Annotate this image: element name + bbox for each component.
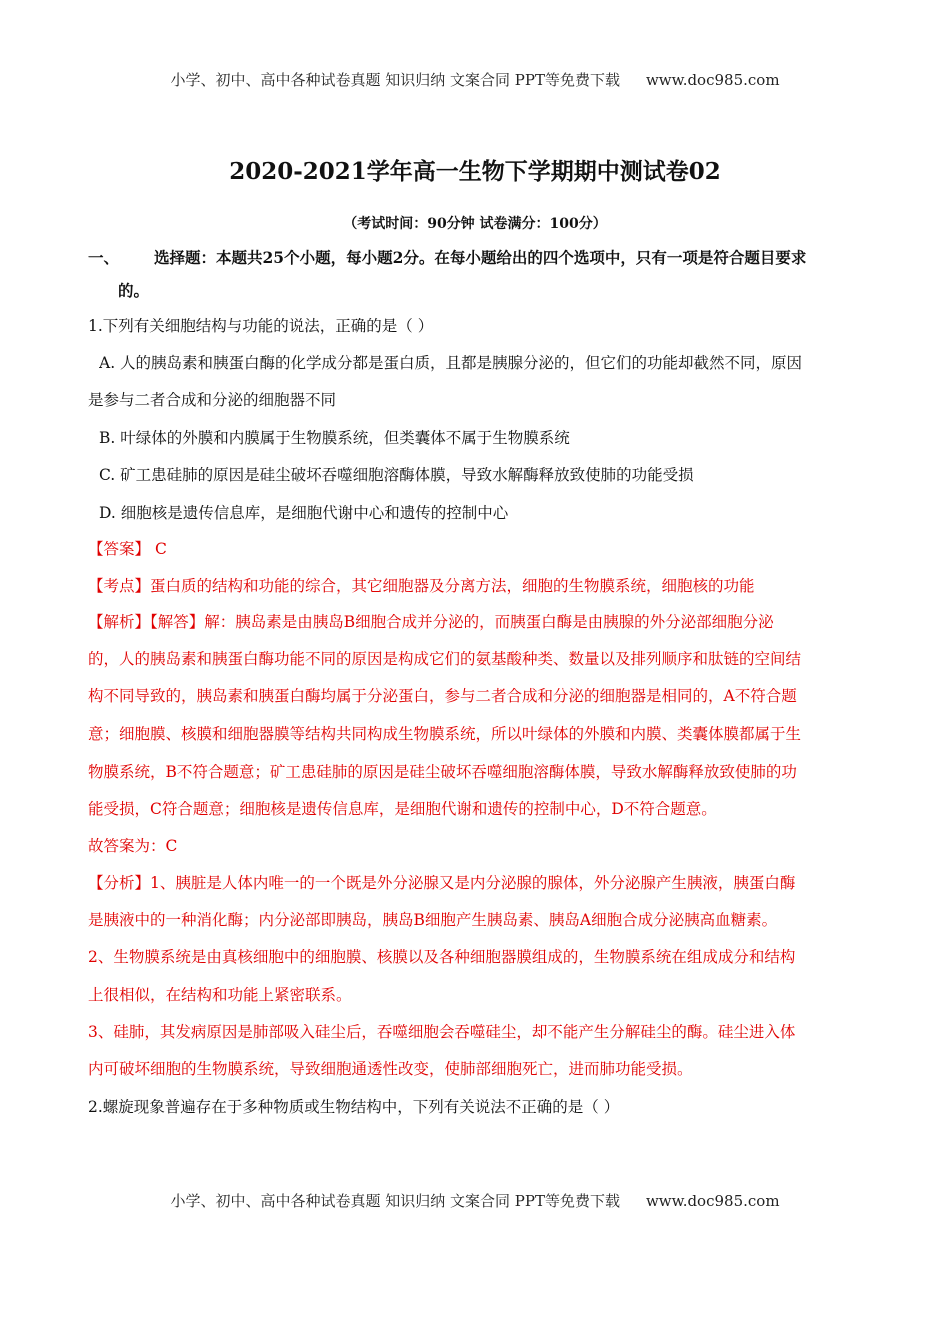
section-line-2: 的。: [118, 281, 150, 300]
section-number: 一、: [88, 248, 120, 267]
q1-option-c: C. 矿工患硅肺的原因是硅尘破坏吞噬细胞溶酶体膜，导致水解酶释放致使肺的功能受损: [99, 466, 694, 484]
q1-fenxi-line-6: 内可破坏细胞的生物膜系统，导致细胞通透性改变，使肺部细胞死亡，进而肺功能受损。: [88, 1060, 693, 1078]
q1-fenxi-line-5: 3、硅肺，其发病原因是肺部吸入硅尘后，吞噬细胞会吞噬硅尘，却不能产生分解硅尘的酶。硅尘进入体: [88, 1023, 796, 1041]
q2-stem: 2.螺旋现象普遍存在于多种物质或生物结构中，下列有关说法不正确的是（ ）: [88, 1098, 620, 1116]
q1-fenxi-line-4: 上很相似，在结构和功能上紧密联系。: [88, 986, 352, 1004]
section-heading: [88, 241, 868, 274]
header-site[interactable]: www.doc985.com: [645, 71, 780, 89]
analysis-label: 【解析】【解答】: [88, 613, 205, 631]
q1-option-a: A. 人的胰岛素和胰蛋白酶的化学成分都是蛋白质，且都是胰腺分泌的，但它们的功能却截然不同，原因: [99, 354, 803, 372]
q1-fenxi-line-1: [88, 872, 863, 894]
q1-option-a-cont: 是参与二者合成和分泌的细胞器不同: [88, 391, 337, 409]
fenxi-text-1: 1、胰脏是人体内唯一的一个既是外分泌腺又是内分泌腺的腺体，外分泌腺产生胰液，胰蛋白酶: [150, 874, 796, 892]
q1-analysis-line-5: 物膜系统，B不符合题意；矿工患硅肺的原因是硅尘破坏吞噬细胞溶酶体膜，导致水解酶释放致使肺的功: [88, 763, 797, 781]
q1-point: [88, 575, 863, 597]
q1-analysis-line-1: [88, 611, 863, 633]
answer-value: C: [150, 540, 167, 558]
page-footer: [0, 1190, 950, 1211]
q1-analysis-line-2: 的，人的胰岛素和胰蛋白酶功能不同的原因是构成它们的氨基酸种类、数量以及排列顺序和肽链的空间结: [88, 650, 802, 668]
q1-option-b: B. 叶绿体的外膜和内膜属于生物膜系统，但类囊体不属于生物膜系统: [99, 429, 570, 447]
section-line-1: 选择题：本题共25个小题，每小题2分。在每小题给出的四个选项中，只有一项是符合题目要求: [154, 248, 807, 267]
page-header: [0, 69, 950, 90]
q1-fenxi-line-3: 2、生物膜系统是由真核细胞中的细胞膜、核膜以及各种细胞器膜组成的，生物膜系统在组成成分和结构: [88, 948, 796, 966]
footer-site[interactable]: www.doc985.com: [645, 1192, 780, 1210]
header-text: 小学、初中、高中各种试卷真题 知识归纳 文案合同 PPT等免费下载: [170, 71, 620, 89]
q1-analysis-line-6: 能受损，C符合题意；细胞核是遗传信息库，是细胞代谢和遗传的控制中心，D不符合题意。: [88, 800, 717, 818]
q1-analysis-line-3: 构不同导致的，胰岛素和胰蛋白酶均属于分泌蛋白，参与二者合成和分泌的细胞器是相同的，A不符合题: [88, 687, 797, 705]
point-label: 【考点】: [88, 577, 151, 595]
exam-meta: （考试时间：90分钟 试卷满分：100分）: [343, 216, 607, 232]
analysis-text-1: 解：胰岛素是由胰岛B细胞合成并分泌的，而胰蛋白酶是由胰腺的外分泌部细胞分泌: [204, 613, 774, 631]
q1-final-answer: 故答案为：C: [88, 837, 178, 855]
q1-stem: 1.下列有关细胞结构与功能的说法，正确的是（ ）: [88, 317, 434, 335]
point-text: 蛋白质的结构和功能的综合，其它细胞器及分离方法，细胞的生物膜系统，细胞核的功能: [150, 577, 755, 595]
q1-answer: [88, 538, 863, 560]
fenxi-label: 【分析】: [88, 874, 151, 892]
answer-label: 【答案】: [88, 540, 151, 558]
q1-analysis-line-4: 意；细胞膜、核膜和细胞器膜等结构共同构成生物膜系统，所以叶绿体的外膜和内膜、类囊体膜都属于生: [88, 725, 802, 743]
q1-option-d: D. 细胞核是遗传信息库，是细胞代谢中心和遗传的控制中心: [99, 504, 509, 522]
q1-fenxi-line-2: 是胰液中的一种消化酶；内分泌部即胰岛，胰岛B细胞产生胰岛素、胰岛A细胞合成分泌胰高血糖素。: [88, 911, 778, 929]
page-title: 2020-2021学年高一生物下学期期中测试卷02: [229, 158, 721, 185]
footer-text: 小学、初中、高中各种试卷真题 知识归纳 文案合同 PPT等免费下载: [170, 1192, 620, 1210]
